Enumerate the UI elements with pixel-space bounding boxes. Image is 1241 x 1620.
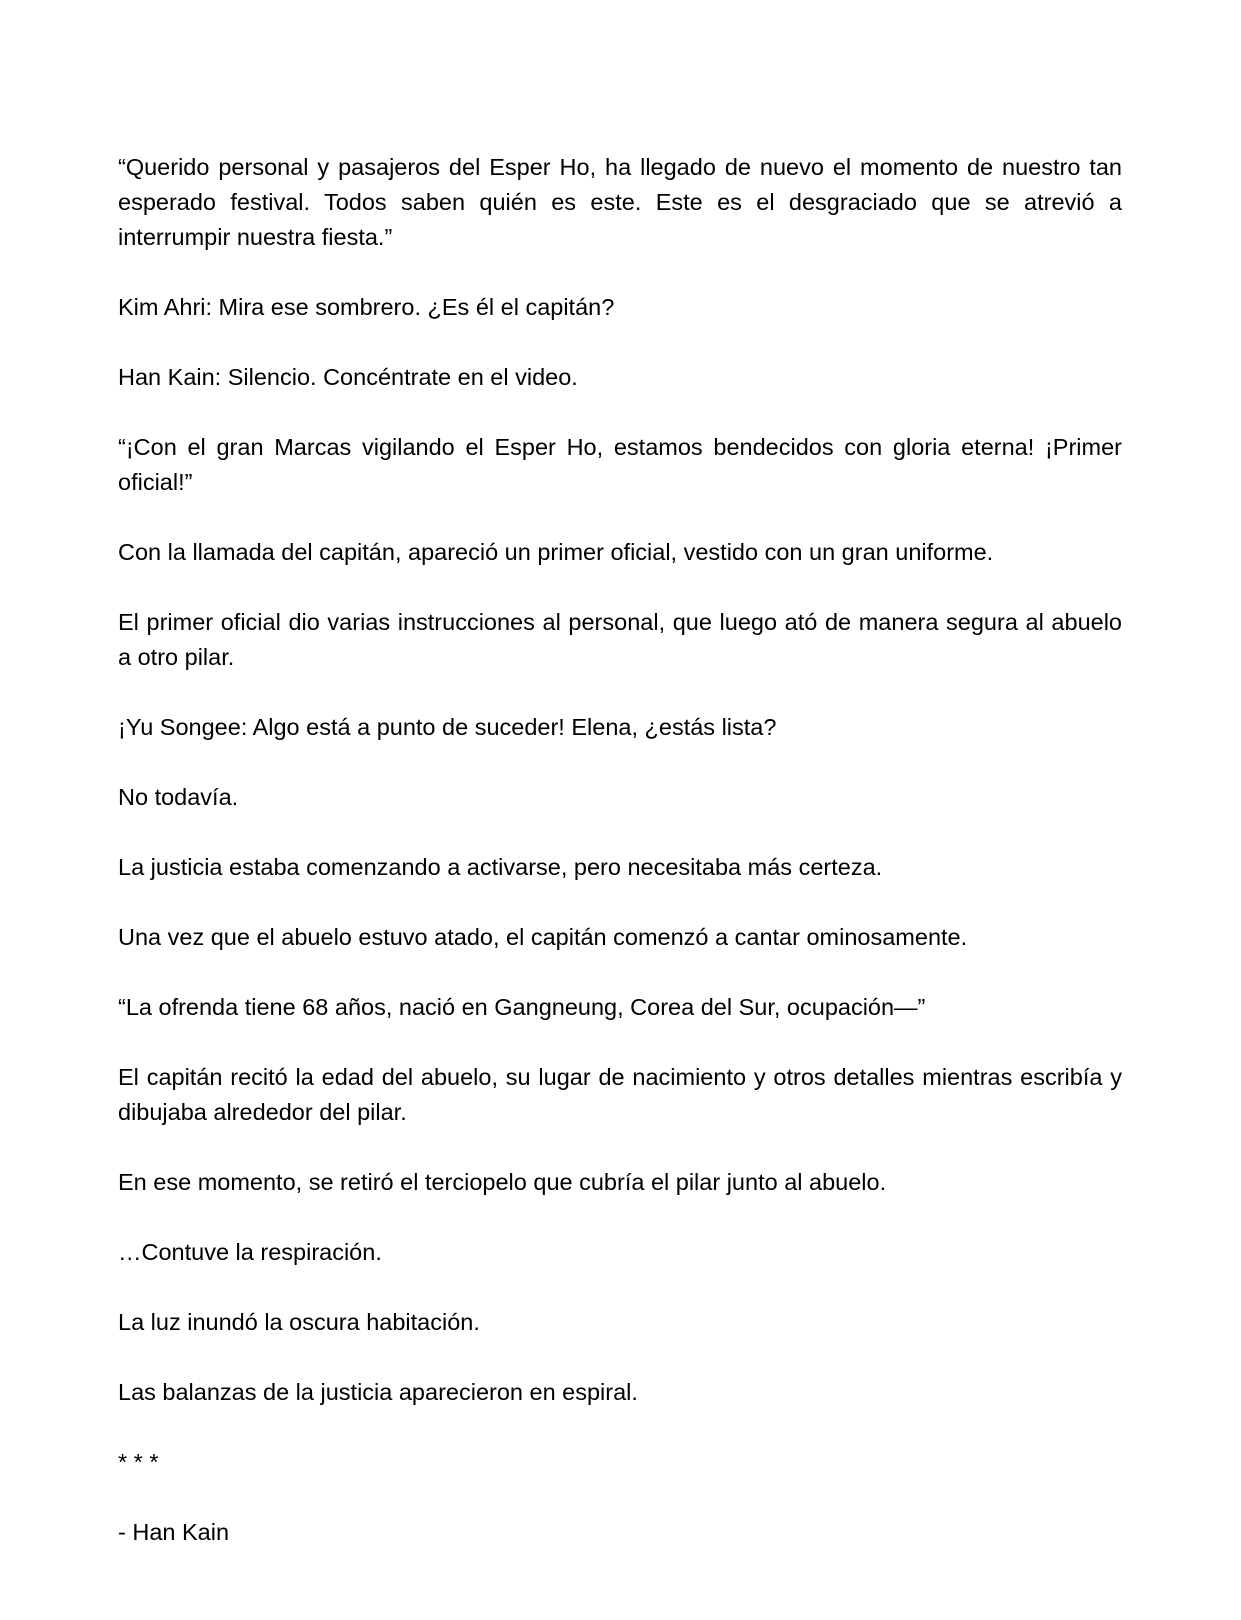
paragraph-captain-speech: “Querido personal y pasajeros del Esper Ho, ha llegado de nuevo el momento de nuestro tan esperado festival. Todos saben quién es este. Este es el desgraciado que se atrevió a interrumpir nuestra fiesta.” [118,154,1122,250]
paragraph-light: La luz inundó la oscura habitación. [118,1309,480,1335]
paragraph-justice: La justicia estaba comenzando a activarse, pero necesitaba más certeza. [118,854,883,880]
paragraph-first-official: Con la llamada del capitán, apareció un primer oficial, vestido con un gran uniforme. [118,539,994,565]
paragraph-velvet: En ese momento, se retiró el terciopelo que cubría el pilar junto al abuelo. [118,1169,887,1195]
paragraph-breath: …Contuve la respiración. [118,1239,382,1265]
paragraph-scales: Las balanzas de la justicia aparecieron en espiral. [118,1379,638,1405]
paragraph-yu-songee: ¡Yu Songee: Algo está a punto de suceder! Elena, ¿estás lista? [118,714,777,740]
paragraph-instructions: El primer oficial dio varias instrucciones al personal, que luego ató de manera segura al abuelo a otro pilar. [118,609,1122,670]
section-separator: * * * [118,1449,159,1475]
paragraph-han-kain: Han Kain: Silencio. Concéntrate en el video. [118,364,578,390]
paragraph-kim-ahri: Kim Ahri: Mira ese sombrero. ¿Es él el capitán? [118,294,615,320]
paragraph-chant: Una vez que el abuelo estuvo atado, el capitán comenzó a cantar ominosamente. [118,924,968,950]
document-body [118,150,1122,1585]
signature-line: - Han Kain [118,1519,230,1545]
paragraph-not-yet: No todavía. [118,784,239,810]
paragraph-marcas-speech: “¡Con el gran Marcas vigilando el Esper Ho, estamos bendecidos con gloria eterna! ¡Primer oficial!” [118,434,1122,495]
paragraph-recital: El capitán recitó la edad del abuelo, su lugar de nacimiento y otros detalles mientras escribía y dibujaba alrededor del pilar. [118,1064,1122,1125]
paragraph-offering: “La ofrenda tiene 68 años, nació en Gangneung, Corea del Sur, ocupación—” [118,994,926,1020]
